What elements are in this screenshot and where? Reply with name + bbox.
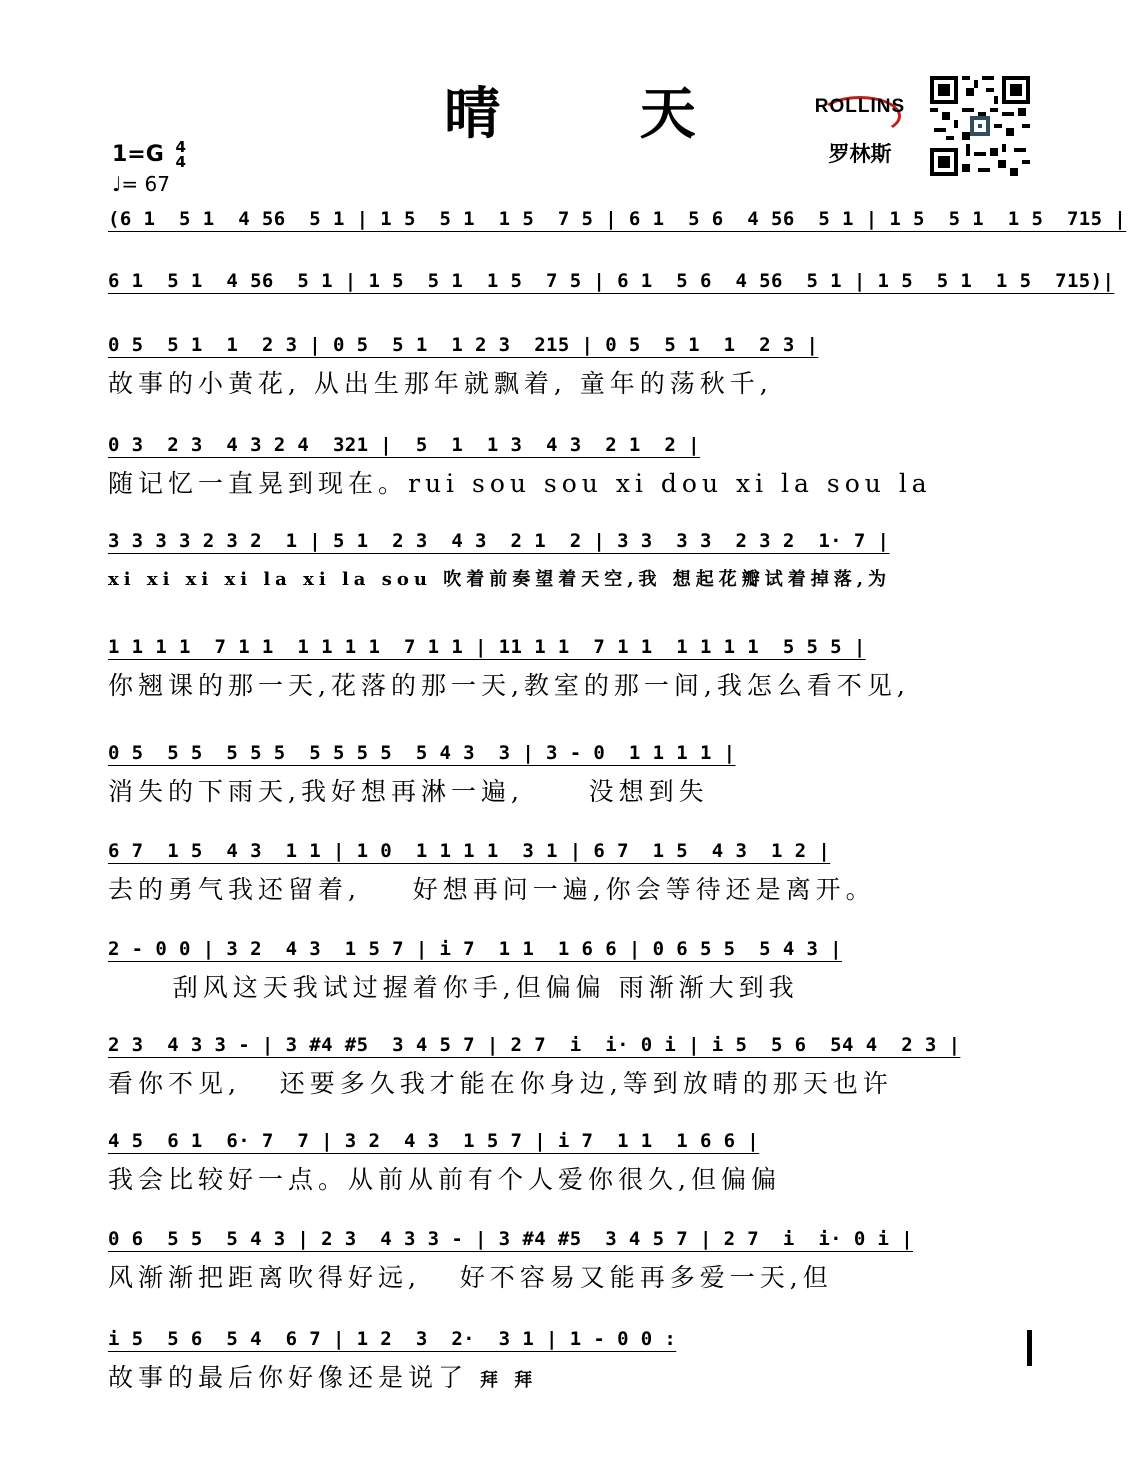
score-system: [108, 936, 1038, 1006]
score-system: [108, 268, 1115, 294]
brand-logo: [800, 96, 920, 168]
score-system: [108, 1032, 1038, 1102]
lyric-line: 看你不见, 还要多久我才能在你身边,等到放晴的那天也许: [108, 1069, 893, 1098]
notation-line: 4 5 6 1 6· 7 7 | 3 2 4 3 1 5 7 | i 7 1 1 1 6 6 |: [108, 1130, 760, 1152]
lyric-line: 故事的小黄花, 从出生那年就飘着, 童年的荡秋千,: [108, 369, 773, 398]
score-system: [108, 1226, 1038, 1296]
score-system: [108, 206, 1127, 232]
score-system: [108, 838, 1038, 908]
tempo-marking: ♩= 67: [112, 172, 170, 196]
notation-line: 2 - 0 0 | 3 2 4 3 1 5 7 | i 7 1 1 1 6 6 | 0 6 5 5 5 4 3 |: [108, 938, 843, 960]
time-bottom: 4: [175, 153, 186, 171]
song-title: 晴 天: [444, 81, 756, 147]
lyric-line: [108, 1360, 1038, 1399]
brand-chinese-name: 罗林斯: [828, 141, 892, 166]
lyric-line: 消失的下雨天,我好想再淋一遍, 没想到失: [108, 777, 709, 806]
brand-logo-text: ROLLINS: [814, 96, 906, 117]
lyric-line: 刮风这天我试过握着你手,但偏偏 雨渐渐大到我: [108, 973, 799, 1002]
notation-line: 3 3 3 3 2 3 2 1 | 5 1 2 3 4 3 2 1 2 | 3 3 3 3 2 3 2 1· 7 |: [108, 530, 890, 552]
notation-line: i 5 5 6 5 4 6 7 | 1 2 3 2· 3 1 | 1 - 0 0 :: [108, 1328, 677, 1350]
lyric-line: 去的勇气我还留着, 好想再问一遍,你会等待还是离开。: [108, 875, 876, 904]
time-signature: [175, 140, 185, 170]
notation-line: 1 1 1 1 7 1 1 1 1 1 1 7 1 1 | 11 1 1 7 1 1 1 1 1 1 5 5 5 |: [108, 636, 866, 658]
time-top: 4: [175, 138, 186, 156]
score-system: [108, 1128, 1038, 1198]
final-barline: [1027, 1330, 1032, 1366]
score-system: [108, 740, 1038, 810]
key-signature: [112, 140, 186, 170]
score-system: [108, 634, 1038, 704]
score-system: [108, 1326, 1038, 1399]
notation-line: 0 6 5 5 5 4 3 | 2 3 4 3 3 - | 3 #4 #5 3 4 5 7 | 2 7 i i· 0 i |: [108, 1228, 914, 1250]
notation-line: (6 1 5 1 4 56 5 1 | 1 5 5 1 1 5 7 5 | 6 1 5 6 4 56 5 1 | 1 5 5 1 1 5 715 |: [108, 208, 1127, 230]
notation-line: 6 1 5 1 4 56 5 1 | 1 5 5 1 1 5 7 5 | 6 1 5 6 4 56 5 1 | 1 5 5 1 1 5 715)|: [108, 270, 1115, 292]
score-system: [108, 432, 1038, 502]
lyric-text: 故事的最后你好像还是说了: [108, 1363, 469, 1392]
notation-line: 0 3 2 3 4 3 2 4 321 | 5 1 1 3 4 3 2 1 2 |: [108, 434, 700, 456]
lyric-line: xi xi xi xi la xi la sou 吹着前奏望着天空,我 想起花瓣试着掉落,为: [108, 569, 892, 590]
notation-line: 6 7 1 5 4 3 1 1 | 1 0 1 1 1 1 3 1 | 6 7 1 5 4 3 1 2 |: [108, 840, 831, 862]
lyric-line: 风渐渐把距离吹得好远, 好不容易又能再多爱一天,但: [108, 1263, 833, 1292]
notation-line: 2 3 4 3 3 - | 3 #4 #5 3 4 5 7 | 2 7 i i· 0 i | i 5 5 6 54 4 2 3 |: [108, 1034, 961, 1056]
lyric-line: 我会比较好一点。从前从前有个人爱你很久,但偏偏: [108, 1165, 781, 1194]
score-system: [108, 332, 1038, 402]
key-label: 1=G: [112, 142, 164, 167]
qr-code-icon: [930, 76, 1030, 176]
lyric-line: 随记忆一直晃到现在。rui sou sou xi dou xi la sou la: [108, 469, 932, 498]
ending-words: 拜 拜: [480, 1370, 538, 1391]
lyric-line: 你翘课的那一天,花落的那一天,教室的那一间,我怎么看不见,: [108, 671, 910, 700]
score-system: [108, 528, 1038, 598]
notation-line: 0 5 5 5 5 5 5 5 5 5 5 5 4 3 3 | 3 - 0 1 1 1 1 |: [108, 742, 736, 764]
notation-line: 0 5 5 1 1 2 3 | 0 5 5 1 1 2 3 215 | 0 5 5 1 1 2 3 |: [108, 334, 819, 356]
